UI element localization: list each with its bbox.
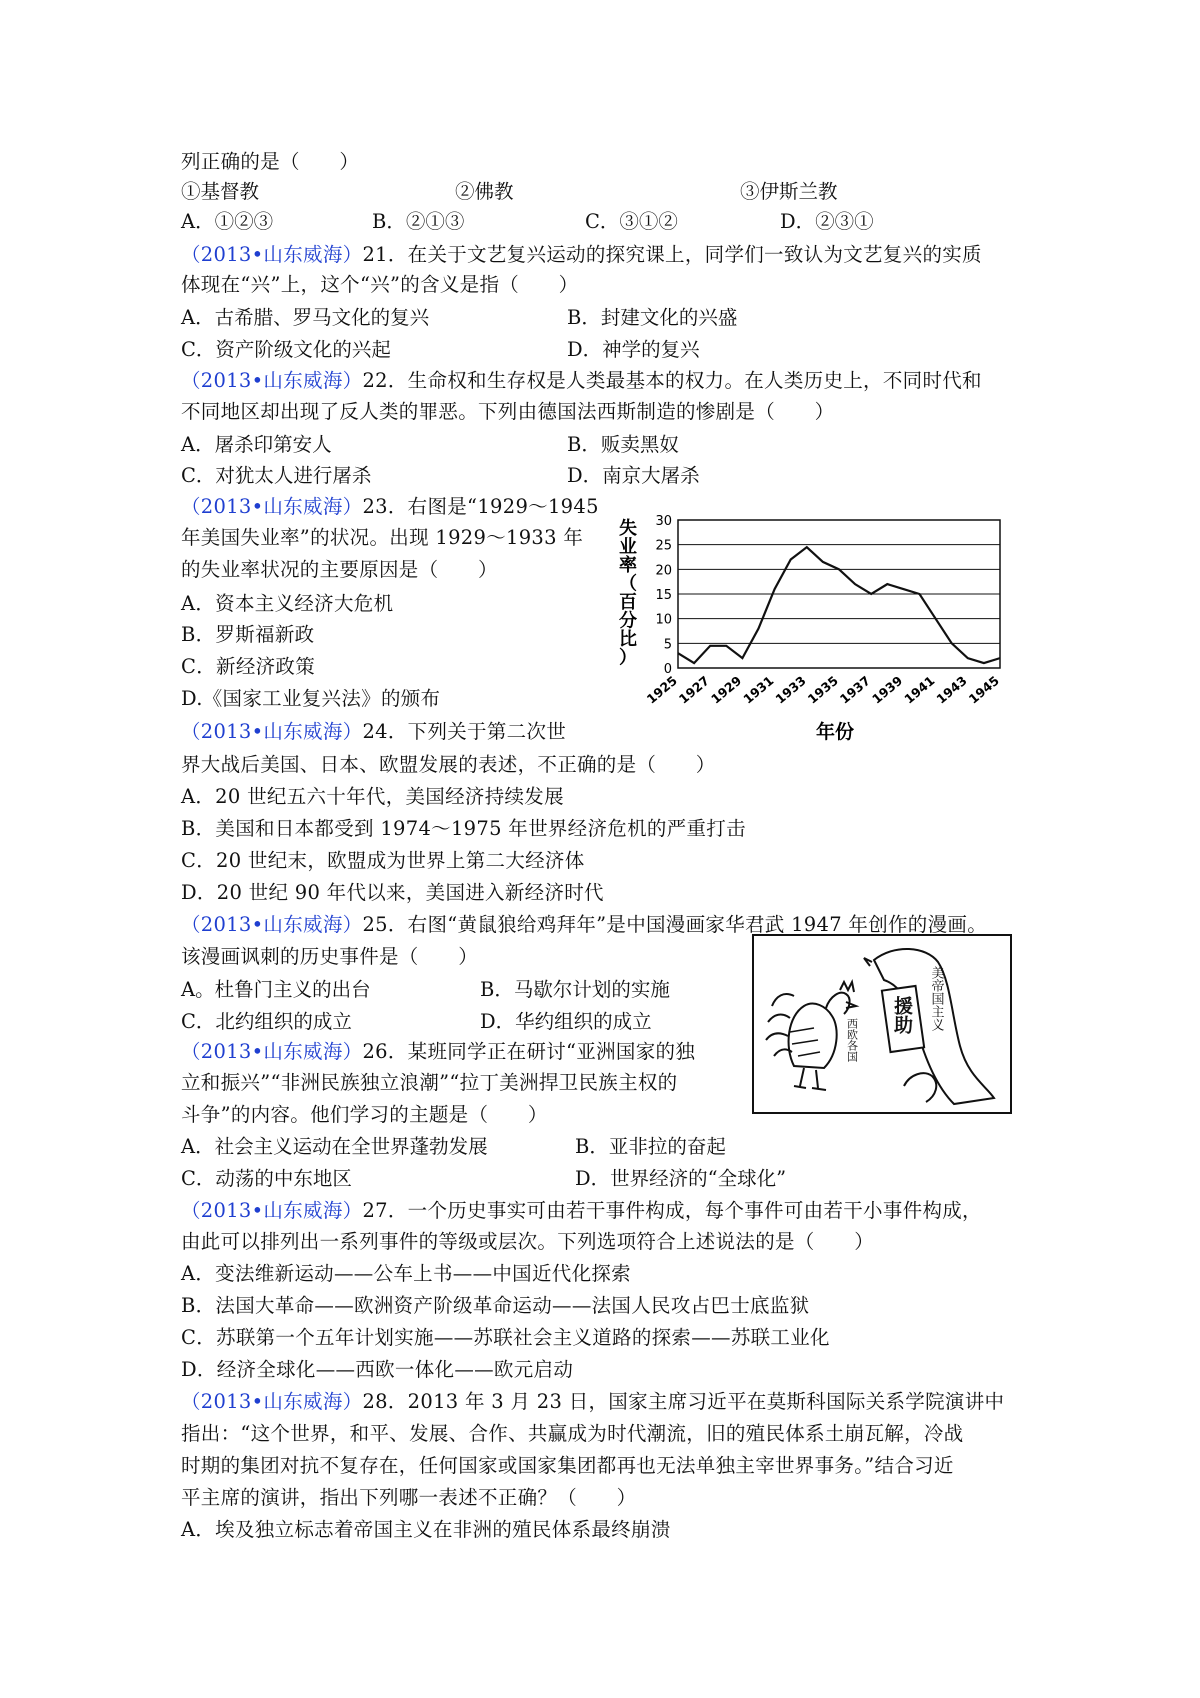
q27-option-c: C．苏联第一个五年计划实施——苏联社会主义道路的探索——苏联工业化 (181, 1326, 830, 1349)
q21-option-d: D．神学的复兴 (567, 338, 700, 361)
q25-stem-2: 该漫画讽刺的历史事件是（ ） (181, 945, 479, 968)
q26-option-b: B．亚非拉的奋起 (575, 1135, 726, 1158)
chart-y-tick-label: 5 (663, 637, 672, 653)
chart-y-tick-label: 15 (655, 588, 672, 603)
q24-option-b: B．美国和日本都受到 1974～1975 年世界经济危机的严重打击 (181, 817, 746, 840)
q24-stem-1: （2013•山东威海）24．下列关于第二次世 (181, 720, 567, 743)
q28-stem-2: 指出：“这个世界，和平、发展、合作、共赢成为时代潮流，旧的殖民体系土崩瓦解，冷战 (181, 1422, 964, 1445)
chart-x-ticks (644, 673, 1002, 707)
chart-x-tick-label: 1945 (965, 672, 1002, 707)
q21-source: （2013•山东威海） (181, 243, 363, 266)
chart-x-tick-label: 1927 (675, 672, 713, 707)
q23-option-a: A．资本主义经济大危机 (181, 592, 394, 615)
cartoon-label-western-europe: 西欧各国 (845, 1018, 859, 1062)
cartoon-weasel-rooster (752, 934, 1012, 1114)
q20-item-3: ③伊斯兰教 (740, 180, 838, 203)
q28-stem-3: 时期的集团对抗不复存在，任何国家或国家集团都再也无法单独主宰世界事务。”结合习近 (181, 1454, 954, 1477)
chart-x-tick-label: 1943 (933, 672, 970, 707)
q20-item-2: ②佛教 (455, 180, 514, 203)
q21-stem-1: （2013•山东威海）21．在关于文艺复兴运动的探究课上，同学们一致认为文艺复兴的实质 (181, 243, 982, 266)
chart-y-tick-label: 20 (655, 563, 672, 579)
q22-option-d: D．南京大屠杀 (567, 464, 700, 487)
q23-source: （2013•山东威海） (181, 495, 363, 518)
q24-source: （2013•山东威海） (181, 720, 363, 743)
q21-option-a: A．古希腊、罗马文化的复兴 (181, 306, 430, 329)
q28-option-a: A．埃及独立标志着帝国主义在非洲的殖民体系最终崩溃 (181, 1518, 671, 1541)
q26-stem-2: 立和振兴”“非洲民族独立浪潮”“拉丁美洲捍卫民族主权的 (181, 1071, 678, 1094)
q28-stem-1: （2013•山东威海）28．2013 年 3 月 23 日，国家主席习近平在莫斯科国际关系学院演讲中 (181, 1390, 1005, 1413)
chart-y-label-char: 失 (619, 517, 637, 539)
q26-stem-3: 斗争”的内容。他们学习的主题是（ ） (181, 1103, 548, 1126)
q27-option-b: B．法国大革命——欧洲资产阶级革命运动——法国人民攻占巴士底监狱 (181, 1294, 810, 1317)
q28-stem-4: 平主席的演讲，指出下列哪一表述不正确？（ ） (181, 1486, 637, 1509)
chart-y-tick-label: 30 (655, 514, 672, 529)
q20-option-d: D．②③① (780, 210, 874, 233)
rooster-drawing (766, 982, 856, 1090)
q21-option-b: B．封建文化的兴盛 (567, 306, 738, 329)
q20-item-1: ①基督教 (181, 180, 260, 203)
q27-source: （2013•山东威海） (181, 1199, 363, 1222)
q24-option-d: D．20 世纪 90 年代以来，美国进入新经济时代 (181, 881, 604, 904)
q27-option-a: A．变法维新运动——公车上书——中国近代化探索 (181, 1262, 631, 1285)
chart-y-label-char: 百 (619, 591, 637, 613)
q25-option-a: A。杜鲁门主义的出台 (181, 978, 371, 1001)
q22-option-c: C．对犹太人进行屠杀 (181, 464, 372, 487)
q25-stem-1: （2013•山东威海）25．右图“黄鼠狼给鸡拜年”是中国漫画家华君武 1947 年创作的漫画。 (181, 913, 988, 936)
chart-x-tick-label: 1929 (708, 672, 745, 707)
q22-stem-2: 不同地区却出现了反人类的罪恶。下列由德国法西斯制造的惨剧是（ ） (181, 400, 835, 423)
chart-y-tick-label: 10 (655, 612, 672, 628)
q23-stem-2: 年美国失业率”的状况。出现 1929～1933 年 (181, 526, 584, 549)
q27-option-d: D．经济全球化——西欧一体化——欧元启动 (181, 1358, 574, 1381)
q25-option-c: C．北约组织的成立 (181, 1010, 352, 1033)
q21-stem-2: 体现在“兴”上，这个“兴”的含义是指（ ） (181, 273, 579, 296)
chart-x-tick-label: 1937 (836, 672, 874, 707)
q20-option-b: B．②①③ (372, 210, 465, 233)
chart-y-tick-label: 25 (655, 538, 672, 554)
q22-source: （2013•山东威海） (181, 369, 363, 392)
chart-x-tick-label: 1933 (772, 672, 809, 707)
chart-y-label-char: 业 (619, 536, 637, 558)
chart-x-tick-label: 1931 (740, 672, 777, 707)
q26-option-d: D．世界经济的“全球化” (575, 1167, 787, 1190)
chart-y-label-char: 分 (619, 610, 637, 632)
q21-option-c: C．资产阶级文化的兴起 (181, 338, 391, 361)
unemployment-chart (608, 510, 1008, 746)
q27-stem-2: 由此可以排列出一系列事件的等级或层次。下列选项符合上述说法的是（ ） (181, 1230, 875, 1253)
cartoon-label-us-imperialism: 美帝国主义 (928, 966, 944, 1031)
q23-stem-1: （2013•山东威海）23．右图是“1929～1945 (181, 495, 599, 518)
q22-option-a: A．屠杀印第安人 (181, 433, 332, 456)
q26-option-a: A．社会主义运动在全世界蓬勃发展 (181, 1135, 488, 1158)
q24-stem-2: 界大战后美国、日本、欧盟发展的表述，不正确的是（ ） (181, 753, 716, 776)
q20-option-a: A．①②③ (181, 210, 274, 233)
chart-y-ticks (655, 514, 672, 677)
q25-source: （2013•山东威海） (181, 913, 363, 936)
cartoon-label-aid: 援助 (891, 996, 913, 1034)
q26-source: （2013•山东威海） (181, 1040, 363, 1063)
q24-option-c: C．20 世纪末，欧盟成为世界上第二大经济体 (181, 849, 585, 872)
chart-y-tick-label: 0 (663, 662, 672, 677)
q26-option-c: C．动荡的中东地区 (181, 1167, 352, 1190)
q25-option-b: B．马歇尔计划的实施 (480, 978, 670, 1001)
q23-stem-3: 的失业率状况的主要原因是（ ） (181, 558, 498, 581)
cartoon-drawing (754, 936, 1010, 1112)
q26-stem-1: （2013•山东威海）26．某班同学正在研讨“亚洲国家的独 (181, 1040, 696, 1063)
q23-option-b: B．罗斯福新政 (181, 623, 315, 646)
chart-x-label: 年份 (815, 721, 855, 743)
q24-option-a: A．20 世纪五六十年代，美国经济持续发展 (181, 785, 564, 808)
q27-stem-1: （2013•山东威海）27．一个历史事实可由若干事件构成，每个事件可由若干小事件构成， (181, 1199, 982, 1222)
chart-x-tick-label: 1939 (869, 672, 906, 707)
q20-stem: 列正确的是（ ） (181, 150, 360, 173)
q23-option-d: D.《国家工业复兴法》的颁布 (181, 687, 441, 710)
chart-y-label-char: 率 (619, 554, 637, 576)
chart-y-label-char: （ (619, 573, 637, 595)
chart-x-tick-label: 1925 (643, 672, 680, 707)
q22-stem-1: （2013•山东威海）22．生命权和生存权是人类最基本的权力。在人类历史上，不同时代和 (181, 369, 982, 392)
chart-y-label (619, 517, 637, 669)
q20-option-c: C．③①② (585, 210, 678, 233)
q23-option-c: C．新经济政策 (181, 655, 316, 678)
q28-source: （2013•山东威海） (181, 1390, 363, 1413)
q25-option-d: D．华约组织的成立 (480, 1010, 652, 1033)
chart-y-label-char: 比 (619, 628, 637, 650)
chart-y-label-char: ） (619, 647, 637, 669)
q22-option-b: B．贩卖黑奴 (567, 433, 679, 456)
chart-series-line (678, 547, 1000, 663)
chart-x-tick-label: 1935 (804, 672, 841, 707)
chart-x-tick-label: 1941 (901, 672, 938, 707)
